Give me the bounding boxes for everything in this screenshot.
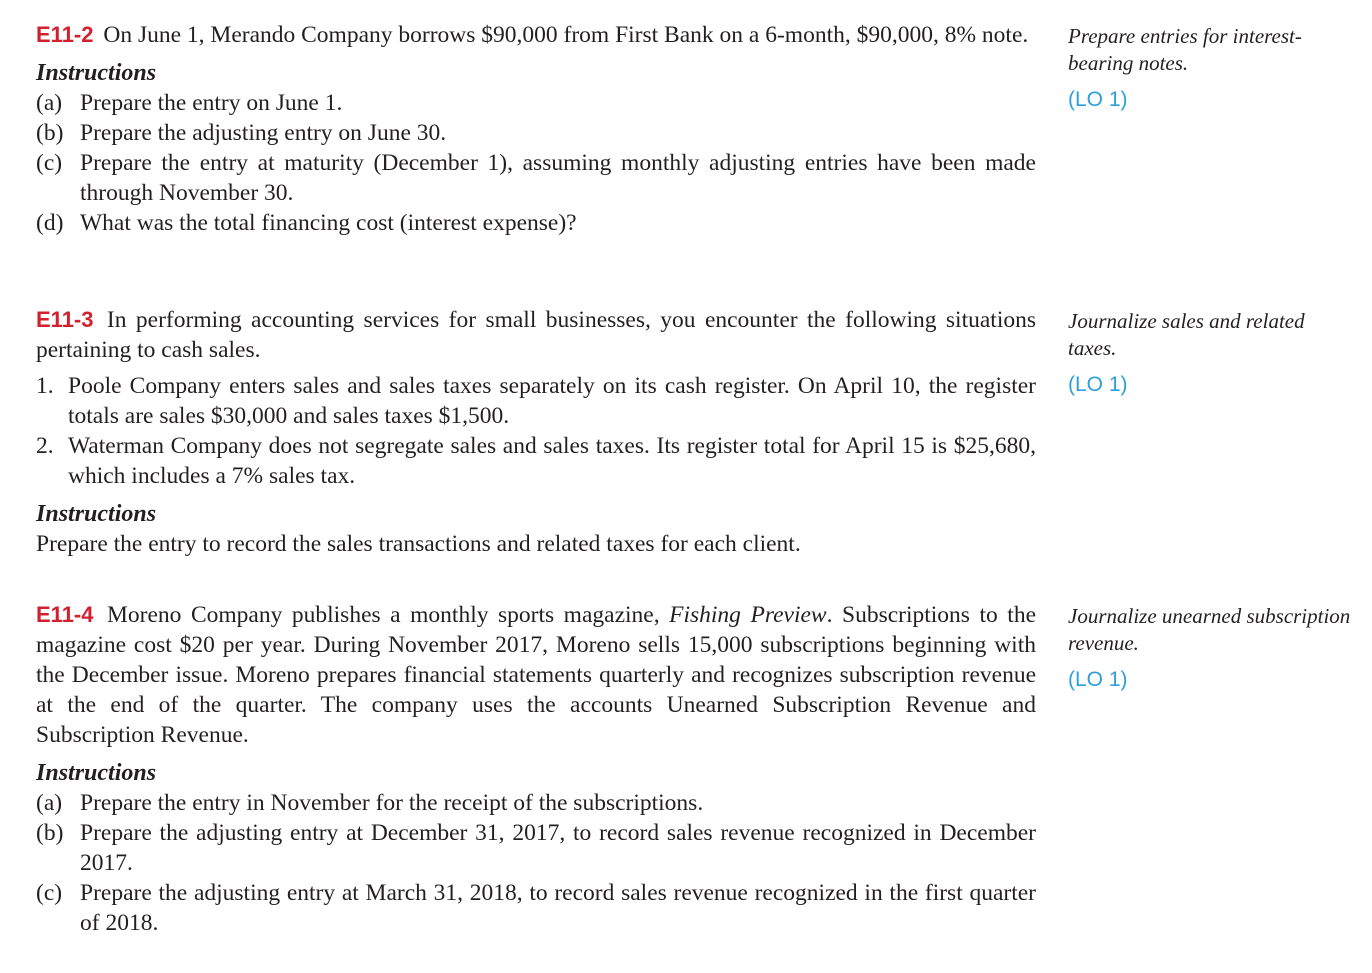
- margin-note-e11-2: [1068, 23, 1358, 113]
- instructions-heading: Instructions: [36, 60, 157, 86]
- situation-item: [36, 371, 1036, 431]
- exercise-number: E11-4: [36, 602, 94, 627]
- exercise-stem: [36, 20, 1036, 50]
- margin-objective: Prepare entries for interest-bearing notes.: [1068, 24, 1302, 75]
- item-marker: 2.: [36, 433, 54, 459]
- exercise-stem-text-start: Moreno Company publishes a monthly sports magazine,: [107, 602, 670, 628]
- item-text: Waterman Company does not segregate sales and sales taxes. Its register total for April 15 is $25,680, which includes a 7% sales tax.: [68, 433, 1036, 489]
- item-marker: (b): [36, 120, 64, 146]
- exercise-stem: [36, 600, 1036, 750]
- instructions-list: [36, 788, 1036, 938]
- item-marker: (b): [36, 820, 64, 846]
- item-marker: (a): [36, 790, 63, 816]
- instruction-item: [36, 878, 1036, 938]
- instructions-heading: Instructions: [36, 501, 157, 527]
- margin-note-e11-3: [1068, 308, 1358, 398]
- item-text: Prepare the adjusting entry on June 30.: [80, 120, 447, 146]
- margin-objective: Journalize sales and related taxes.: [1068, 309, 1305, 360]
- learning-objective-ref: (LO 1): [1068, 668, 1128, 691]
- instruction-item: [36, 148, 1036, 208]
- situations-list: [36, 371, 1036, 491]
- instruction-item: [36, 818, 1036, 878]
- exercise-number: E11-3: [36, 307, 94, 332]
- item-text: Prepare the entry on June 1.: [80, 90, 343, 116]
- item-text: Prepare the entry at maturity (December 1), assuming monthly adjusting entries have been made through November 30.: [80, 150, 1036, 206]
- exercise-e11-2: [36, 20, 1036, 238]
- exercise-e11-4: [36, 600, 1036, 938]
- situation-item: [36, 431, 1036, 491]
- item-text: Prepare the entry in November for the receipt of the subscriptions.: [80, 790, 704, 816]
- instruction-item: [36, 208, 1036, 238]
- instruction-item: [36, 88, 1036, 118]
- item-marker: (d): [36, 210, 64, 236]
- exercise-e11-3: [36, 305, 1036, 559]
- instructions-heading: Instructions: [36, 760, 157, 786]
- exercise-stem: [36, 305, 1036, 365]
- item-marker: (c): [36, 880, 63, 906]
- magazine-title: Fishing Preview: [669, 602, 827, 628]
- item-text: What was the total financing cost (interest expense)?: [80, 210, 577, 236]
- item-text: Prepare the adjusting entry at December 31, 2017, to record sales revenue recognized in December 2017.: [80, 820, 1036, 876]
- learning-objective-ref: (LO 1): [1068, 88, 1128, 111]
- exercise-stem-text: On June 1, Merando Company borrows $90,000 from First Bank on a 6-month, $90,000, 8% note.: [103, 22, 1029, 48]
- item-text: Prepare the adjusting entry at March 31, 2018, to record sales revenue recognized in the first quarter of 2018.: [80, 880, 1036, 936]
- item-text: Poole Company enters sales and sales taxes separately on its cash register. On April 10, the register totals are sales $30,000 and sales taxes $1,500.: [68, 373, 1036, 429]
- instruction-item: [36, 788, 1036, 818]
- item-marker: (a): [36, 90, 63, 116]
- instruction-item: [36, 118, 1036, 148]
- instructions-list: [36, 88, 1036, 238]
- item-marker: (c): [36, 150, 63, 176]
- margin-objective: Journalize unearned subscription revenue.: [1068, 604, 1351, 655]
- exercise-stem-text-end: . Subscriptions to the magazine cost $20 per year. During November 2017, Moreno sells 15,000 subscriptions beginning with the December issue. Moreno prepares financial statements quarterly and recognizes subscription revenue at the end of the quarter. The company uses the accounts Unearned Subscription Revenue and Subscription Revenue.: [36, 602, 1036, 748]
- item-marker: 1.: [36, 373, 54, 399]
- exercise-stem-text: In performing accounting services for small businesses, you encounter the following situations pertaining to cash sales.: [36, 307, 1036, 363]
- instruction-text: Prepare the entry to record the sales transactions and related taxes for each client.: [36, 531, 801, 557]
- learning-objective-ref: (LO 1): [1068, 373, 1128, 396]
- margin-note-e11-4: [1068, 603, 1358, 693]
- exercise-number: E11-2: [36, 22, 94, 47]
